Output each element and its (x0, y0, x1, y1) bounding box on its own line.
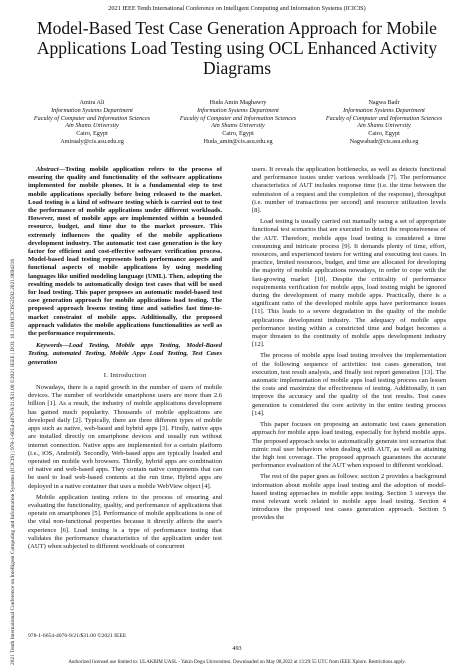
author-name: Nagwa Badr (368, 99, 400, 106)
conference-header: 2021 IEEE Tenth International Conference on Intelligent Computing and Information Systems (ICICIS) (108, 5, 366, 12)
page-number: 493 (232, 645, 242, 652)
author-faculty: Faculty of Computer and Information Sciences (179, 114, 297, 122)
author-3 (314, 99, 454, 146)
keywords-label: Keywords (36, 342, 63, 350)
body-paragraph: Nowadays, there is a rapid growth in the number of users of mobile devices. The number of worldwide smartphone users are more than 2.6 billion [1]. As a result, the industry of mobile applications development has gained much popularity. Thousands of mobile applications are developed daily [2]. Typically, there are three different types of mobile apps such as native, web-based and hybrid apps [3]. Firstly, native apps are installed directly on smartphone devices and usually run without internet connection. Native apps are implemented for a certain platform (i.e., iOS, Android). Secondly, Web-based apps are typically loaded and operated on mobile web browsers. Thirdly, hybrid apps are combination of native and web-based apps. They contain native components that can be used to load web-based contents at the run time. Hybrid apps are deployed in a native container that uses a mobile WebView object [4]. (28, 384, 222, 490)
author-university: Ain Shams University (211, 122, 265, 130)
author-faculty: Faculty of Computer and Information Sciences (325, 114, 443, 122)
author-university: Ain Shams University (65, 122, 119, 130)
keywords-text: —Load Testing, Mobile apps Testing, Model-Based Testing, automated Testing, Mobile Apps Load Testing, Test Cases generation (28, 342, 222, 366)
body-paragraph: This paper focuses on proposing an automatic test cases generation approach for mobile apps load testing, especially for hybrid mobile apps. The proposed approach seeks to automatically generate test scenarios that mimic real user behaviors when dealing with AUT, as well as attaining the high test coverage. The proposed approach guarantees the accurate performance evaluation of the AUT when exposed to different workload. (252, 421, 446, 470)
right-column (252, 166, 446, 526)
left-column (28, 166, 222, 554)
body-paragraph: Mobile application testing refers to the process of ensuring and evaluating the functionality, quality, and performance of applications that operate on smartphones [5]. Performance of mobile applications is one of the vital non-functional properties because it directly affects the user's experience [6]. Load testing is a type of performance testing that validates the performance characteristics of the application under test (AUT) when subjected to different workloads of concurrent (28, 493, 222, 550)
author-email: Amiraaly@cis.asu.edu.eg (60, 137, 124, 145)
author-email: Nagwabadr@cis.asu.edu.eg (349, 137, 419, 145)
body-paragraph: The rest of the paper goes as follows: section 2 provides a background information about mobile apps load testing and the adoption of model-based testing approaches in mobile apps testing. Section 3 surveys the most relevant work related to mobile apps load testing. Section 4 introduces the proposed test cases generation approach. Section 5 provides the (252, 473, 446, 522)
author-1 (22, 99, 162, 146)
footer-isbn: 978-1-6654-4076-9/21/$31.00 ©2021 IEEE (28, 633, 127, 639)
author-email: Huda_amin@cis.asu.edu.eg (203, 137, 273, 145)
license-line: Authorized licensed use limited to: ULAKBIM UASL - Yakin Dogu Universitesi. Downloaded on May 08,2022 at 13:29:55 UTC from IEEE Xplore. Restrictions apply. (68, 660, 406, 665)
side-doi-strip: 2021 Tenth International Conference on Intelligent Computing and Information Systems (ICICIS) | 978-1-6654-4076-9/21/$31.00 ©2021 IEEE | DOI: 10.1109/ICICIS52592.2021.9694216 (10, 258, 16, 665)
body-paragraph: Load testing is usually carried out manually using a set of appropriate functional test scenarios that are executed to detect the responsiveness of the AUT. Therefore, mobile apps load testing is considered a time consuming and intricate process [9]. It demands plenty of time, effort, resources, and experienced testers for writing and executing test cases. In practice, limited resources, budget, and time are allocated for developing the majority of mobile applications nowadays, in order to cope with the fast-growing market [10]. Despite the criticality of performance requirements verification for mobile apps, load testing might be ignored during the development of many mobile apps. Practically, there is a significant ratio of the developed mobile apps have performance issues [11]. This leads to a severe degradation in the quality of the mobile applications development industry. The adequacy of mobile apps performance testing within a constricted time and budget becomes a major threaten to the continuity of mobile apps development industry [12]. (252, 218, 446, 349)
author-block (22, 99, 454, 146)
abstract-label: Abstract (36, 166, 59, 173)
author-department: Information Systems Department (343, 106, 425, 114)
author-department: Information Systems Department (197, 106, 279, 114)
author-faculty: Faculty of Computer and Information Sciences (33, 114, 151, 122)
author-name: Amira Ali (79, 99, 105, 106)
author-university: Ain Shams University (357, 122, 411, 130)
keywords (28, 342, 222, 367)
abstract (28, 166, 222, 338)
author-city: Cairo, Egypt (222, 130, 254, 138)
author-department: Information Systems Department (51, 106, 133, 114)
author-name: Huda Amin Maghawry (209, 99, 267, 106)
body-paragraph: The process of mobile apps load testing involves the implementation of the following sequence of activities: test cases generation, test execution, test result analysis, and finally test report generation [13]. The automatic implementation of mobile apps load testing process can lessen the costs and maximize the effectiveness of testing. Additionally, it can improve the accuracy and the quality of the test results. Test cases generation is considered the core activity in the entire testing process [14]. (252, 352, 446, 417)
paper-title: Model-Based Test Case Generation Approach for Mobile Applications Load Testing using OCL Enhanced Activity Diagrams (36, 18, 438, 78)
author-city: Cairo, Egypt (76, 130, 108, 138)
section-heading: I. Introduction (103, 371, 147, 379)
abstract-text: —Testing mobile application refers to the process of ensuring the quality and functionality of the software applications implemented for mobile phones. It is a fundamental step to test mobile applications specially before being released to the market. Load testing is a kind of software testing which is carried out to test the performance of mobile applications under different workloads. However, most of mobile apps are implemented within a bounded resource, budget, and time due to the market pressure. This extremely influences the quality of the mobile applications development industry. The automatic test case generation is the key factor for efficient and cost-effective software verification process. Model-based load testing represents both performance aspects and functional aspects of mobile applications by using modeling languages like unified modeling language (UML). Then, adopting the resulting models to automatically design test cases that will be used for load testing. This paper proposes an automatic model-based test case generation approach for mobile applications load testing. The proposed approach lessens testing time and satisfies fast time-to-market constraint of mobile apps. Additionally, the proposed approach validates the mobile applications functionalities as well as the performance requirements. (28, 166, 222, 338)
author-2 (168, 99, 308, 146)
body-paragraph: users. It reveals the application bottlenecks, as well as detects functional and performance issues under various workloads [7]. The performance characteristics of AUT includes response time (i.e. the time between the submission of a request and the completion of the response), throughput (i.e. number of transactions per second) and resource utilization levels [8]. (252, 166, 446, 215)
author-city: Cairo, Egypt (368, 130, 400, 138)
